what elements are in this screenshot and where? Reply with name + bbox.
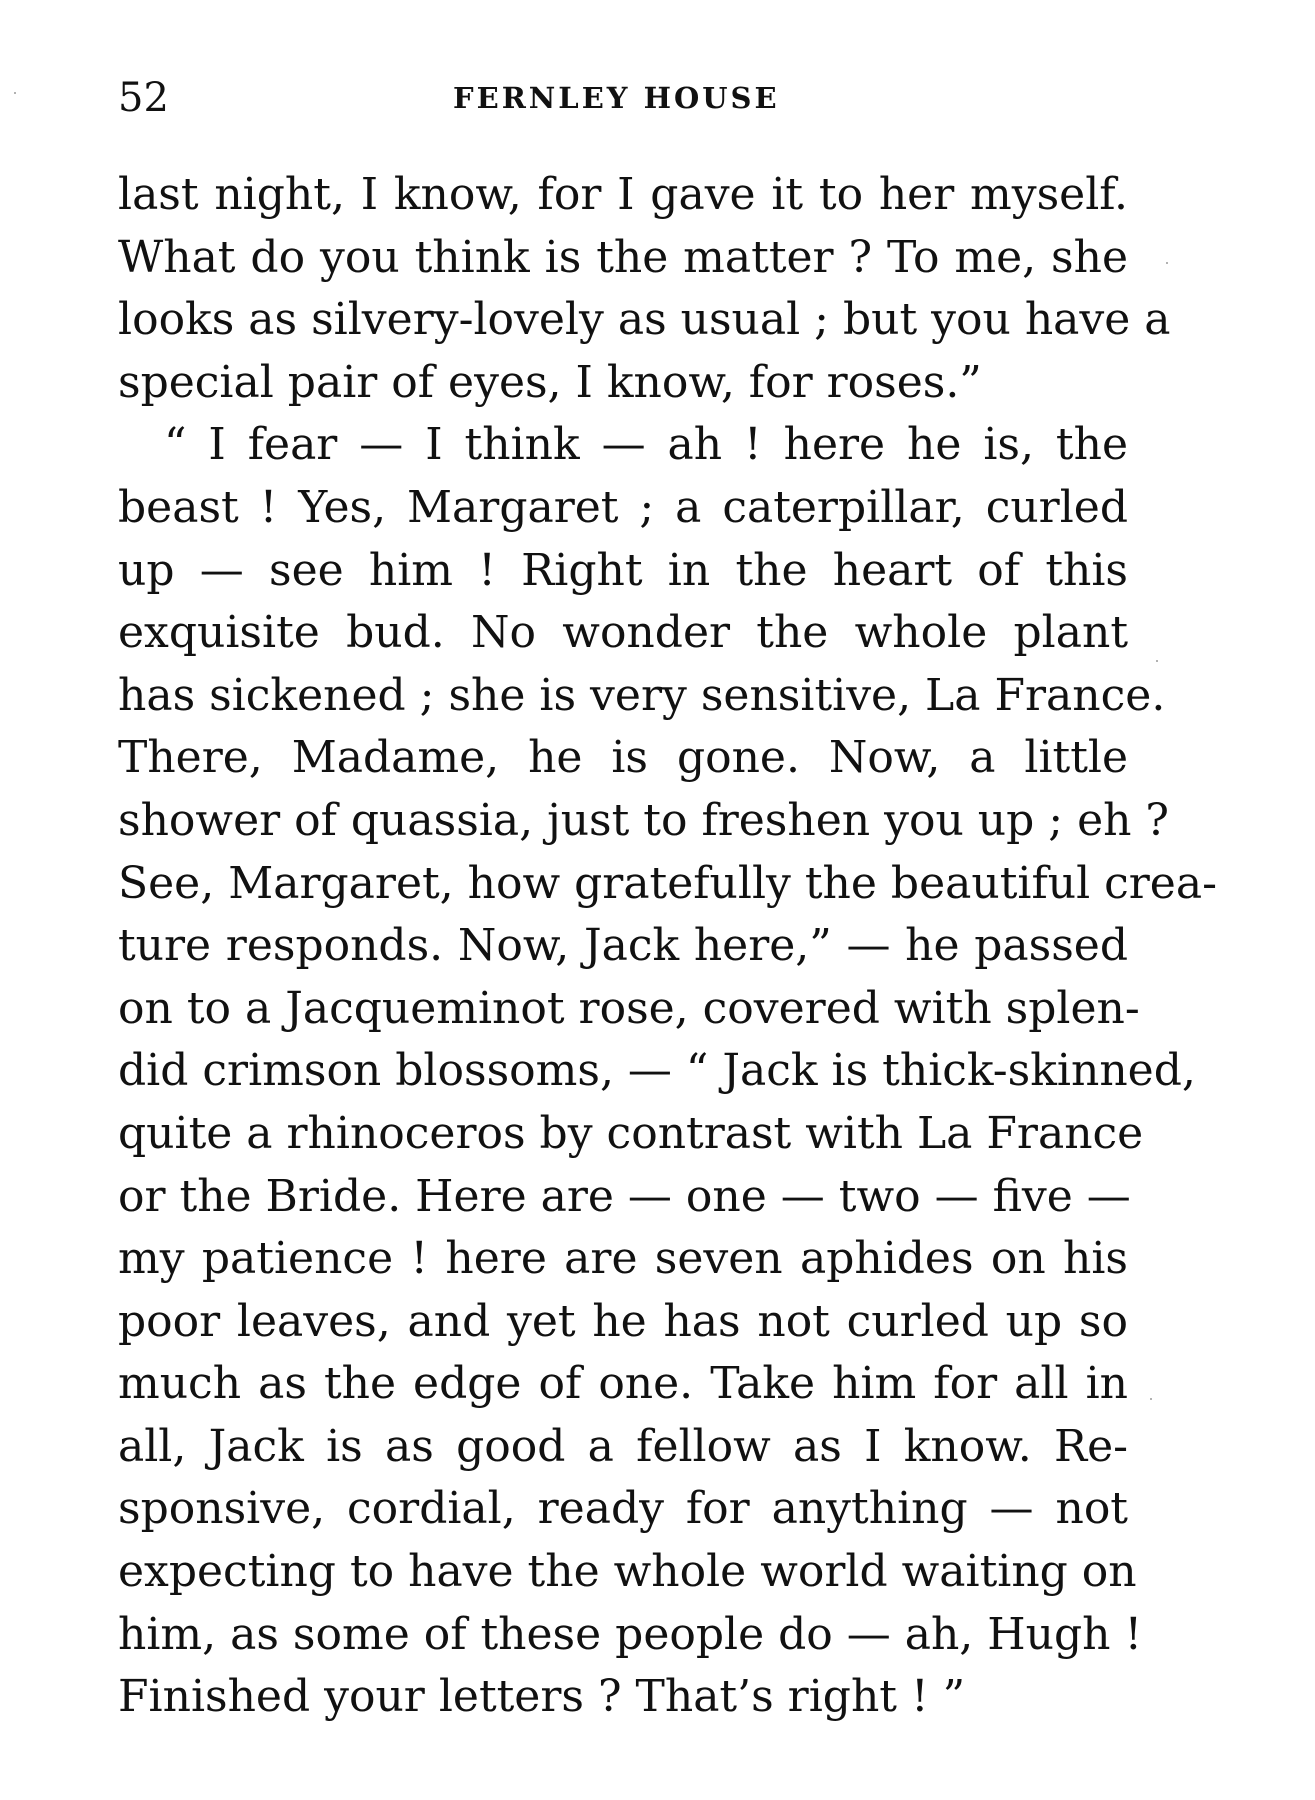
- text-line: quite a rhinoceros by contrast with La France: [118, 1107, 1144, 1159]
- text-line: “ I fear — I think — ah ! here he is, the: [164, 419, 1128, 471]
- text-line: ture responds. Now, Jack here,” — he passed: [118, 920, 1128, 972]
- text-line: Finished your letters ? That’s right ! ”: [118, 1671, 966, 1723]
- page-number: 52: [118, 75, 169, 121]
- running-title: FERNLEY HOUSE: [453, 81, 780, 115]
- text-line: has sickened ; she is very sensitive, La France.: [118, 669, 1166, 721]
- text-line: all, Jack is as good a fellow as I know. Re-: [118, 1420, 1128, 1472]
- text-line: my patience ! here are seven aphides on his: [118, 1233, 1128, 1285]
- scan-speck: [1156, 660, 1158, 662]
- text-line: up — see him ! Right in the heart of this: [118, 544, 1128, 596]
- text-line: or the Bride. Here are — one — two — five —: [118, 1170, 1131, 1222]
- body-text: [118, 164, 1217, 1729]
- text-line: on to a Jacqueminot rose, covered with splen-: [118, 982, 1140, 1034]
- scan-speck: [1166, 262, 1168, 264]
- page-header: [118, 70, 1128, 126]
- text-line: him, as some of these people do — ah, Hugh !: [118, 1608, 1143, 1660]
- text-line: beast ! Yes, Margaret ; a caterpillar, curled: [118, 481, 1128, 533]
- text-line: See, Margaret, how gratefully the beautiful crea-: [118, 857, 1217, 909]
- text-line: There, Madame, he is gone. Now, a little: [118, 732, 1128, 784]
- scan-speck: [14, 92, 16, 94]
- text-line: What do you think is the matter ? To me, she: [118, 231, 1128, 283]
- text-line: expecting to have the whole world waiting on: [118, 1546, 1137, 1598]
- text-line: special pair of eyes, I know, for roses.”: [118, 356, 982, 408]
- text-line: did crimson blossoms, — “ Jack is thick-skinned,: [118, 1045, 1196, 1097]
- text-line: last night, I know, for I gave it to her myself.: [118, 169, 1128, 220]
- text-line: much as the edge of one. Take him for all in: [118, 1358, 1128, 1410]
- text-line: exquisite bud. No wonder the whole plant: [118, 607, 1128, 659]
- scan-speck: [1150, 1398, 1152, 1400]
- text-line: poor leaves, and yet he has not curled up so: [118, 1295, 1128, 1347]
- text-line: looks as silvery-lovely as usual ; but you have a: [118, 294, 1171, 346]
- text-line: shower of quassia, just to freshen you up ; eh ?: [118, 794, 1170, 846]
- text-line: sponsive, cordial, ready for anything — not: [118, 1483, 1128, 1535]
